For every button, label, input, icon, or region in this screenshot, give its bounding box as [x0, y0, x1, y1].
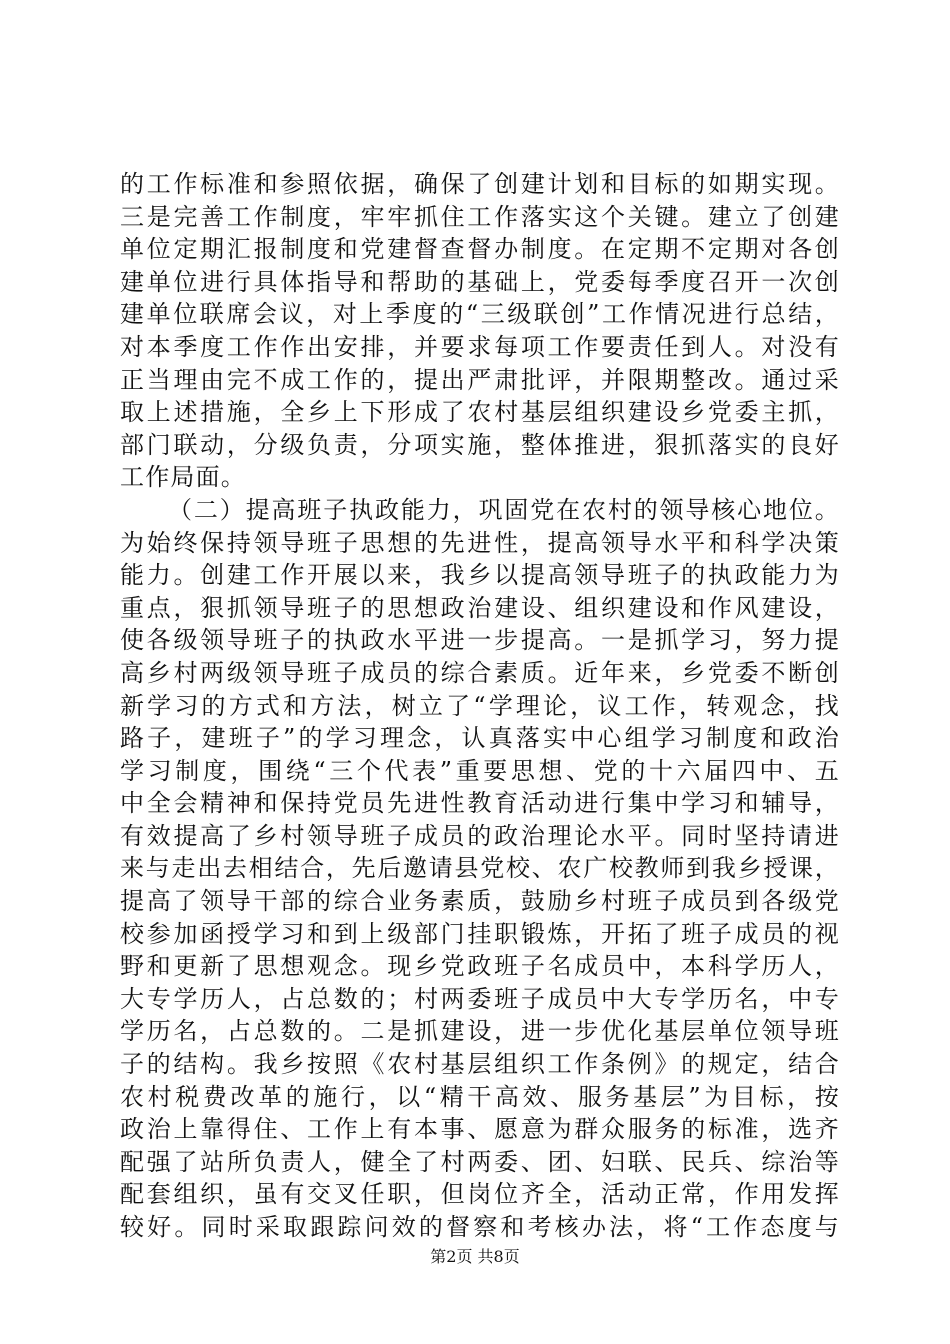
text-line: 配套组织，虽有交叉任职，但岗位齐全，活动正常，作用发挥: [120, 1180, 840, 1209]
text-line: 的工作标准和参照依据，确保了创建计划和目标的如期实现。: [120, 170, 840, 198]
text-line: 使各级领导班子的执政水平进一步提高。一是抓学习，努力提: [120, 626, 840, 655]
text-line: 野和更新了思想观念。现乡党政班子名成员中，本科学历人，: [120, 952, 840, 981]
text-line: 单位定期汇报制度和党建督查督办制度。在定期不定期对各创: [120, 235, 840, 264]
text-line: 较好。同时采取跟踪问效的督察和考核办法，将“工作态度与: [120, 1213, 840, 1241]
text-line: 取上述措施，全乡上下形成了农村基层组织建设乡党委主抓，: [120, 398, 840, 427]
text-line: 重点，狠抓领导班子的思想政治建设、组织建设和作风建设，: [120, 593, 840, 622]
text-line: 政治上靠得住、工作上有本事、愿意为群众服务的标准，选齐: [120, 1115, 840, 1144]
text-line: 新学习的方式和方法，树立了“学理论，议工作，转观念，找: [120, 691, 840, 720]
text-line: 提高了领导干部的综合业务素质，鼓励乡村班子成员到各级党: [120, 887, 840, 916]
text-line: 高乡村两级领导班子成员的综合素质。近年来，乡党委不断创: [120, 658, 840, 687]
text-line: 建单位进行具体指导和帮助的基础上，党委每季度召开一次创: [120, 267, 840, 296]
text-line: 建单位联席会议，对上季度的“三级联创”工作情况进行总结，: [120, 300, 840, 329]
text-line: 正当理由完不成工作的，提出严肃批评，并限期整改。通过采: [120, 365, 840, 394]
text-line: 工作局面。: [120, 463, 246, 492]
text-line: 能力。创建工作开展以来，我乡以提高领导班子的执政能力为: [120, 561, 840, 590]
text-line: 大专学历人，占总数的；村两委班子成员中大专学历名，中专: [120, 984, 840, 1013]
text-line: 路子，建班子”的学习理念，认真落实中心组学习制度和政治: [120, 724, 840, 753]
text-line: 学习制度，围绕“三个代表”重要思想、党的十六届四中、五: [120, 756, 840, 785]
text-line: 学历名，占总数的。二是抓建设，进一步优化基层单位领导班: [120, 1017, 840, 1046]
text-line: 为始终保持领导班子思想的先进性，提高领导水平和科学决策: [120, 528, 840, 557]
text-line: 配强了站所负责人，健全了村两委、团、妇联、民兵、综治等: [120, 1147, 840, 1176]
text-line: 农村税费改革的施行，以“精干高效、服务基层”为目标，按: [120, 1082, 840, 1111]
section-heading-line: （二）提高班子执政能力，巩固党在农村的领导核心地位。: [168, 495, 840, 524]
text-line: 三是完善工作制度，牢牢抓住工作落实这个关键。建立了创建: [120, 202, 840, 231]
text-line: 中全会精神和保持党员先进性教育活动进行集中学习和辅导，: [120, 789, 840, 818]
text-line: 来与走出去相结合，先后邀请县党校、农广校教师到我乡授课，: [120, 854, 840, 883]
text-line: 对本季度工作作出安排，并要求每项工作要责任到人。对没有: [120, 332, 840, 361]
document-body: [120, 168, 840, 1244]
text-line: 有效提高了乡村领导班子成员的政治理论水平。同时坚持请进: [120, 821, 840, 850]
page-number-footer: 第2页 共8页: [430, 1247, 520, 1266]
text-line: 子的结构。我乡按照《农村基层组织工作条例》的规定，结合: [120, 1050, 840, 1079]
text-line: 部门联动，分级负责，分项实施，整体推进，狠抓落实的良好: [120, 430, 840, 459]
text-line: 校参加函授学习和到上级部门挂职锻炼，开拓了班子成员的视: [120, 919, 840, 948]
